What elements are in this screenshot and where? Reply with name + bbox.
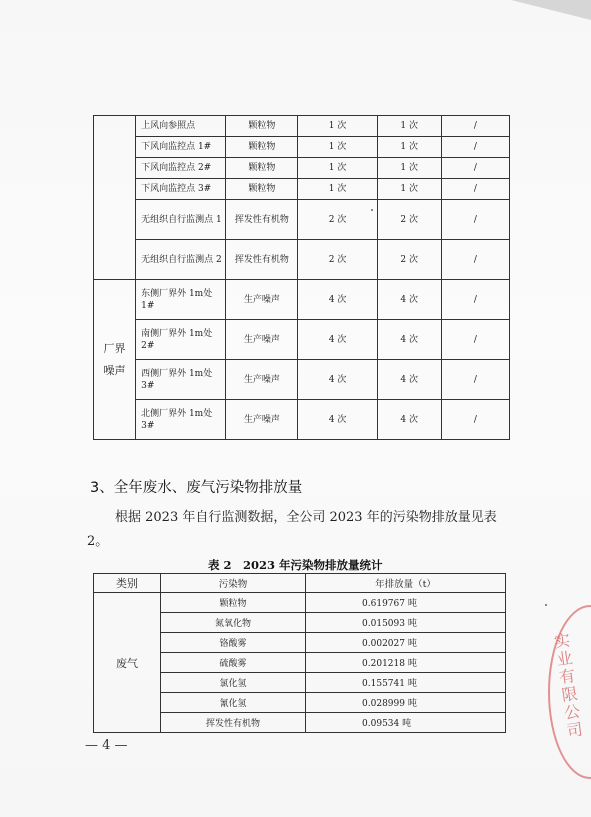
table-row: [94, 593, 506, 613]
required-count-cell: 1 次: [298, 158, 377, 179]
emission-cell: 0.619767 吨: [306, 593, 506, 613]
table2-title: 表 2 2023 年污染物排放量统计: [208, 558, 383, 572]
point-cell: 东侧厂界外 1m处 1#: [136, 280, 226, 320]
group-label: 厂界噪声: [103, 341, 126, 377]
pollutant-cell: 颗粒物: [226, 116, 298, 137]
group-label-cell: [94, 280, 136, 440]
required-count-cell: 4 次: [298, 280, 377, 320]
emission-cell: 0.028999 吨: [306, 693, 506, 713]
actual-count-cell: 1 次: [377, 137, 441, 158]
table-row: [94, 320, 510, 360]
table-row: [94, 400, 510, 440]
actual-count-cell: 4 次: [377, 400, 441, 440]
note-cell: /: [441, 158, 509, 179]
table-header-row: [94, 574, 506, 593]
pollutant-cell: 颗粒物: [226, 158, 298, 179]
pollutant-cell: 生产噪声: [226, 400, 298, 440]
note-cell: /: [441, 200, 509, 240]
required-count-cell: 1 次: [298, 137, 377, 158]
table-row: [94, 137, 510, 158]
note-cell: /: [441, 179, 509, 200]
pollutant-cell: 铬酸雾: [160, 633, 305, 653]
actual-count-cell: 2 次: [377, 200, 441, 240]
pollutant-cell: 硫酸雾: [160, 653, 305, 673]
required-count-cell: 4 次: [298, 360, 377, 400]
pollutant-cell: 挥发性有机物: [160, 713, 305, 733]
pollutant-cell: 生产噪声: [226, 360, 298, 400]
actual-count-cell: 1 次: [377, 116, 441, 137]
emission-cell: 0.09534 吨: [306, 713, 506, 733]
table-row: [94, 200, 510, 240]
header-annual-emission: 年排放量（t）: [306, 574, 506, 593]
required-count-cell: 1 次: [298, 116, 377, 137]
point-cell: 下风向监控点 3#: [136, 179, 226, 200]
actual-count-cell: 1 次: [377, 158, 441, 179]
pollutant-cell: 挥发性有机物: [226, 200, 298, 240]
pollutant-cell: 挥发性有机物: [226, 240, 298, 280]
pollutant-cell: 生产噪声: [226, 320, 298, 360]
required-count-cell: 4 次: [298, 320, 377, 360]
folded-corner: [511, 0, 591, 20]
section-heading: 3、全年废水、废气污染物排放量: [90, 480, 303, 496]
required-count-cell: 2 次: [298, 240, 377, 280]
page-number: — 4 —: [85, 738, 128, 753]
pollutant-cell: 生产噪声: [226, 280, 298, 320]
table-row: [94, 240, 510, 280]
pollutant-cell: 颗粒物: [160, 593, 305, 613]
required-count-cell: 4 次: [298, 400, 377, 440]
table-row: [94, 179, 510, 200]
emission-cell: 0.015093 吨: [306, 613, 506, 633]
pollutant-cell: 颗粒物: [226, 179, 298, 200]
actual-count-cell: 4 次: [377, 320, 441, 360]
point-cell: 西侧厂界外 1m处 3#: [136, 360, 226, 400]
emission-cell: 0.201218 吨: [306, 653, 506, 673]
header-category: 类别: [94, 574, 161, 593]
emission-cell: 0.155741 吨: [306, 673, 506, 693]
monitoring-table: [93, 115, 510, 440]
point-cell: 下风向监控点 2#: [136, 158, 226, 179]
point-cell: 下风向监控点 1#: [136, 137, 226, 158]
paragraph-text: 根据 2023 年自行监测数据，全公司 2023 年的污染物排放量见表 2。: [87, 510, 497, 549]
section-paragraph: [87, 506, 521, 554]
note-cell: /: [441, 116, 509, 137]
actual-count-cell: 1 次: [377, 179, 441, 200]
point-cell: 上风向参照点: [136, 116, 226, 137]
pollutant-cell: 氯化氢: [160, 673, 305, 693]
point-cell: 无组织自行监测点 2: [136, 240, 226, 280]
pollutant-cell: 颗粒物: [226, 137, 298, 158]
pollutant-cell: 氰化氢: [160, 693, 305, 713]
emissions-table: [93, 573, 506, 733]
note-cell: /: [441, 360, 509, 400]
note-cell: /: [441, 240, 509, 280]
actual-count-cell: 2 次: [377, 240, 441, 280]
category-cell: 废气: [94, 593, 161, 733]
scan-speck: [545, 604, 547, 606]
required-count-cell: 1 次: [298, 179, 377, 200]
company-seal-text: 实业有限公司: [550, 631, 585, 741]
note-cell: /: [441, 320, 509, 360]
note-cell: /: [441, 137, 509, 158]
table-row: [94, 280, 510, 320]
pollutant-cell: 氮氧化物: [160, 613, 305, 633]
actual-count-cell: 4 次: [377, 360, 441, 400]
header-pollutant: 污染物: [160, 574, 305, 593]
note-cell: /: [441, 280, 509, 320]
table-row: [94, 360, 510, 400]
required-count-cell: 2 次: [298, 200, 377, 240]
group-cell-blank: [94, 116, 136, 280]
actual-count-cell: 4 次: [377, 280, 441, 320]
scan-speck: [371, 209, 373, 211]
table-row: [94, 158, 510, 179]
note-cell: /: [441, 400, 509, 440]
point-cell: 南侧厂界外 1m处 2#: [136, 320, 226, 360]
emission-cell: 0.002027 吨: [306, 633, 506, 653]
table-row: [94, 116, 510, 137]
point-cell: 北侧厂界外 1m处 3#: [136, 400, 226, 440]
point-cell: 无组织自行监测点 1: [136, 200, 226, 240]
